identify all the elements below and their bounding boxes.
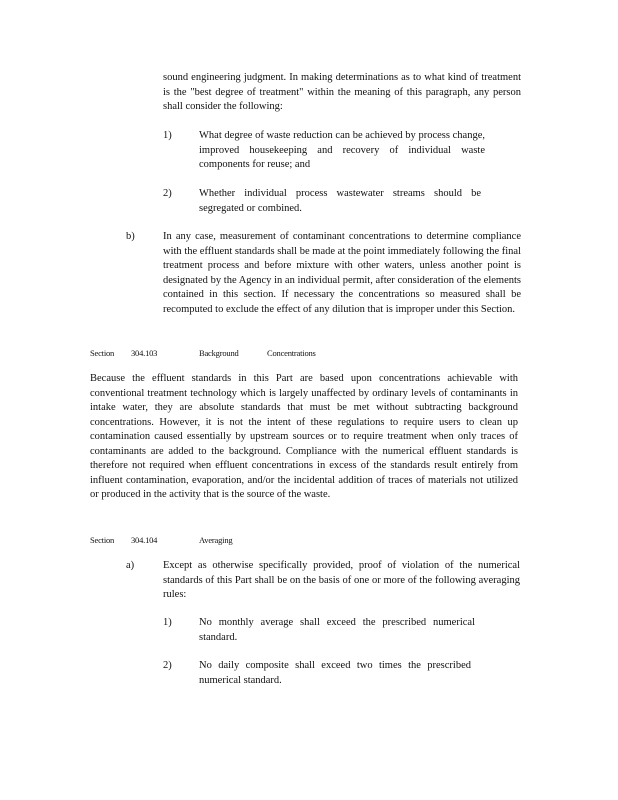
section-104-word: Section xyxy=(90,535,115,545)
item-a-text: Except as otherwise specifically provided, proof of violation of the numerical standards of this Part shall be on the basis of one or more of the following averaging rules: xyxy=(163,560,520,600)
section-104-number: 304.104 xyxy=(131,535,158,545)
averaging-rule-1-number: 1) xyxy=(163,617,172,628)
list-a-item-1-number: 1) xyxy=(163,130,172,141)
section-103-title-concentrations: Concentrations xyxy=(267,348,316,358)
list-a-item-2-text: Whether individual process wastewater streams should be segregated or combined. xyxy=(199,188,481,214)
averaging-rule-2-text: No daily composite shall exceed two times the prescribed numerical standard. xyxy=(199,660,471,686)
list-a-item-2-number: 2) xyxy=(163,188,172,199)
section-104-heading xyxy=(90,533,290,547)
section-103-number: 304.103 xyxy=(131,348,158,358)
item-b-label: b) xyxy=(126,231,135,242)
averaging-rule-2-number: 2) xyxy=(163,660,172,671)
item-b-text: In any case, measurement of contaminant concentrations to determine compliance with the effluent standards shall be made at the point immediately following the final treatment process and before mixture with other waters, unless another point is designated by the Agency in an individual permit, after consideration of the elements contained in this section. If necessary the concentrations so measured shall be recomputed to exclude the effect of any dilution that is improper under this Section. xyxy=(163,231,521,315)
section-103-body: Because the effluent standards in this Part are based upon concentrations achievable with conventional treatment technology which is largely unaffected by ordinary levels of contaminants in intake water, they are absolute standards that must be met without subtracting background concentrations. However, it is not the intent of these regulations to require users to clean up contamination caused essentially by upstream sources or to require treatment when only traces of contaminants are added to the background. Compliance with the numerical effluent standards is therefore not required when effluent concentrations in excess of the standards result entirely from influent contamination, evaporation, and/or the incidental addition of traces of materials not utilized or produced in the activity that is the source of the waste. xyxy=(90,373,518,500)
item-a-label: a) xyxy=(126,560,135,571)
intro-paragraph: sound engineering judgment. In making determinations as to what kind of treatment is the "best degree of treatment" within the meaning of this paragraph, any person shall consider the following: xyxy=(163,72,521,112)
list-a-item-1-text: What degree of waste reduction can be achieved by process change, improved housekeeping and recovery of individual waste components for reuse; and xyxy=(199,130,485,170)
averaging-rule-1-text: No monthly average shall exceed the prescribed numerical standard. xyxy=(199,617,475,643)
section-103-heading xyxy=(90,346,350,360)
section-103-word: Section xyxy=(90,348,115,358)
section-104-title: Averaging xyxy=(199,535,233,545)
section-103-title-background: Background xyxy=(199,348,239,358)
